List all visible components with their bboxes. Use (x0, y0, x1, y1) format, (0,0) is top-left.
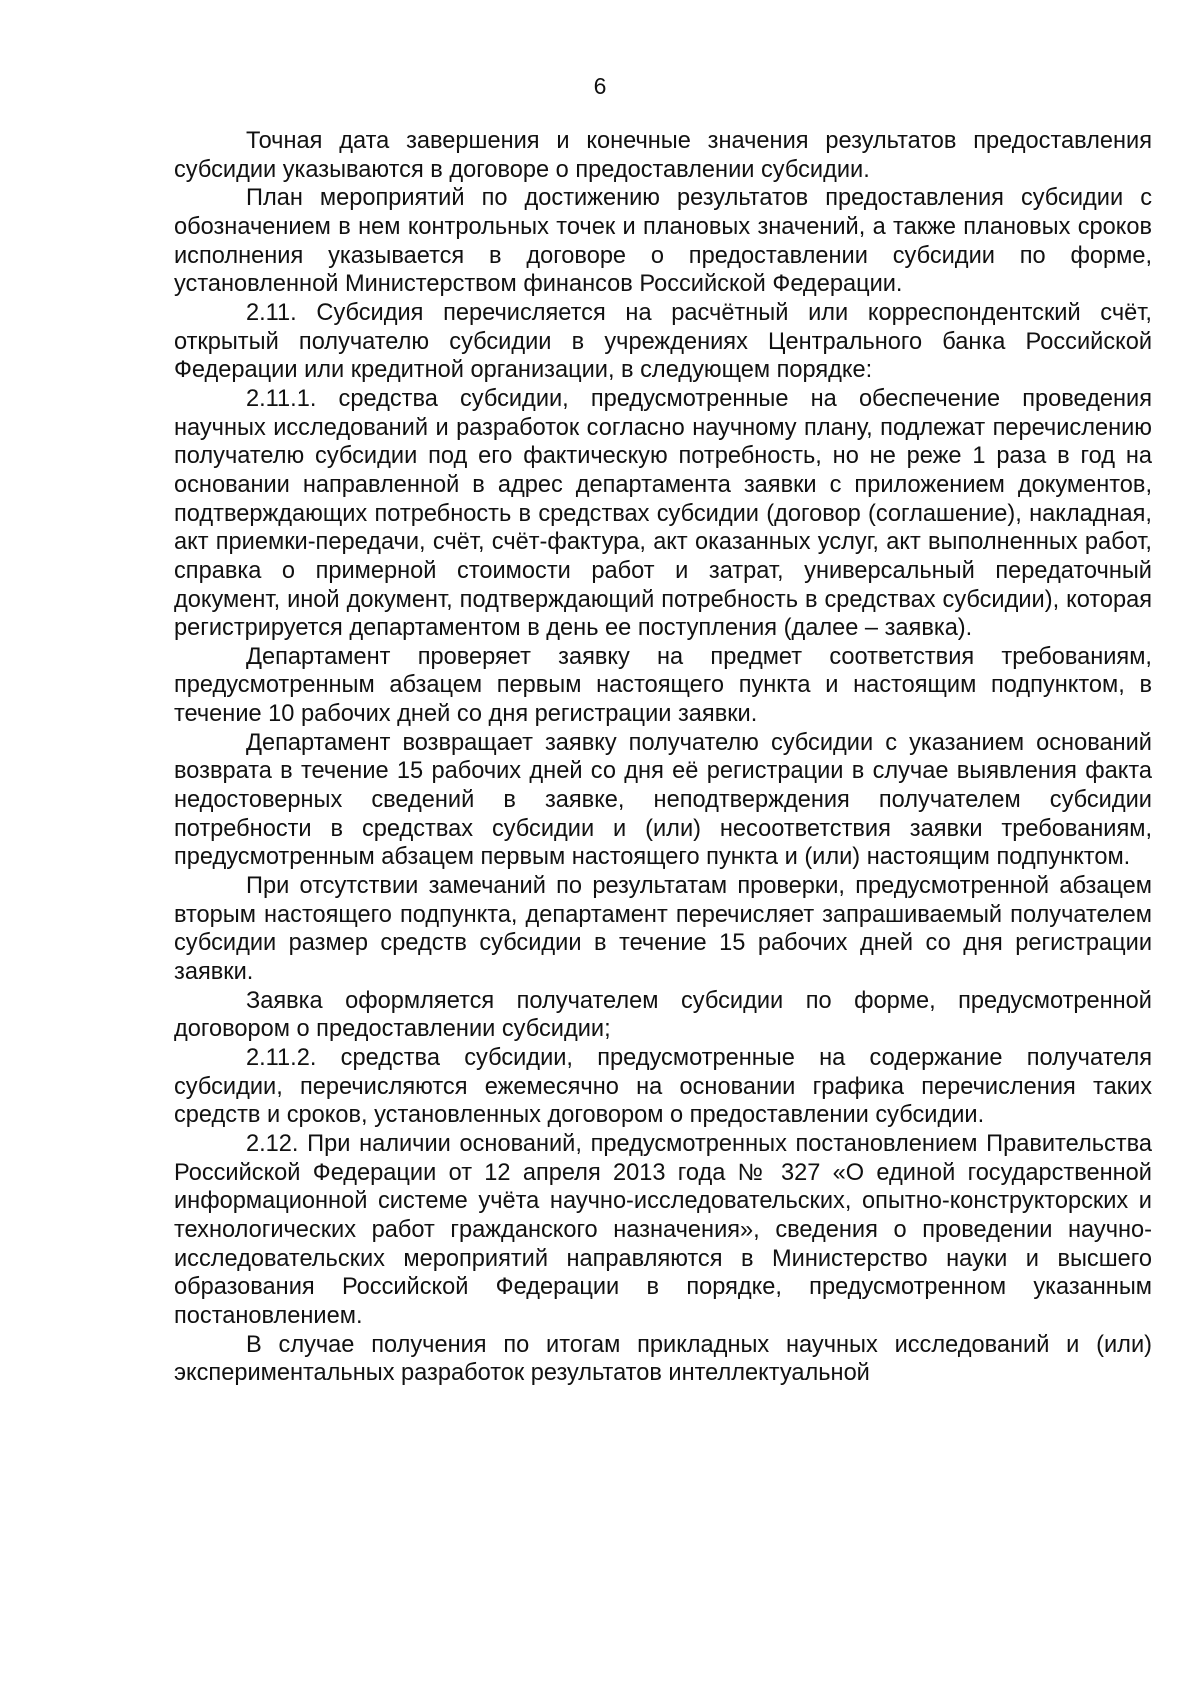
page-number: 6 (593, 73, 607, 99)
paragraph-application-form: Заявка оформляется получателем субсидии по форме, предусмотренной договором о предоставлении субсидии; (174, 987, 1152, 1043)
paragraph-no-remarks: При отсутствии замечаний по результатам проверки, предусмотренной абзацем вторым настоящего подпункта, департамент перечисляет запрашиваемый получателем субсидии размер средств субсидии в течение 15 рабочих дней со дня регистрации заявки. (174, 873, 1152, 986)
paragraph-department-returns: Департамент возвращает заявку получателю субсидии с указанием оснований возврата в течение 15 рабочих дней со дня её регистрации в случае выявления факта недостоверных сведений в заявке, неподтверждения получателем субсидии потребности в средствах субсидии и (или) несоответствия заявки требованиям, предусмотренным абзацем первым настоящего пункта и (или) настоящим подпунктом. (174, 729, 1152, 871)
document-body (174, 127, 1152, 1388)
paragraph-2-12: 2.12. При наличии оснований, предусмотренных постановлением Правительства Российской Федерации от 12 апреля 2013 года № 327 «О единой государственной информационной системе учёта научно-исследовательских, опытно-конструкторских и технологических работ гражданского назначения», сведения о проведении научно-исследовательских мероприятий направляются в Министерство науки и высшего образования Российской Федерации в порядке, предусмотренном указанным постановлением. (174, 1130, 1152, 1329)
paragraph-completion-date: Точная дата завершения и конечные значения результатов предоставления субсидии указываются в договоре о предоставлении субсидии. (174, 128, 1152, 183)
paragraph-action-plan: План мероприятий по достижению результатов предоставления субсидии с обозначением в нем контрольных точек и плановых значений, а также плановых сроков исполнения указывается в договоре о предоставлении субсидии по форме, установленной Министерством финансов Российской Федерации. (174, 185, 1152, 298)
paragraph-2-11-2: 2.11.2. средства субсидии, предусмотренные на содержание получателя субсидии, перечисляются ежемесячно на основании графика перечисления таких средств и сроков, установленных договором о предоставлении субсидии. (174, 1045, 1152, 1129)
paragraph-2-11-1: 2.11.1. средства субсидии, предусмотренные на обеспечение проведения научных исследований и разработок согласно научному плану, подлежат перечислению получателю субсидии под его фактическую потребность, но не реже 1 раза в год на основании направленной в адрес департамента заявки с приложением документов, подтверждающих потребность в средствах субсидии (договор (соглашение), накладная, акт приемки-передачи, счёт, счёт-фактура, акт оказанных услуг, акт выполненных работ, справка о примерной стоимости работ и затрат, универсальный передаточный документ, иной документ, подтверждающий потребность в средствах субсидии), которая регистрируется департаментом в день ее поступления (далее – заявка). (174, 385, 1152, 642)
paragraph-department-checks: Департамент проверяет заявку на предмет соответствия требованиям, предусмотренным абзацем первым настоящего пункта и настоящим подпунктом, в течение 10 рабочих дней со дня регистрации заявки. (174, 643, 1152, 728)
paragraph-intellectual-results: В случае получения по итогам прикладных научных исследований и (или) экспериментальных разработок результатов интеллектуальной (174, 1331, 1152, 1387)
paragraph-2-11: 2.11. Субсидия перечисляется на расчётный или корреспондентский счёт, открытый получателю субсидии в учреждениях Центрального банка Российской Федерации или кредитной организации, в следующем порядке: (174, 299, 1152, 384)
